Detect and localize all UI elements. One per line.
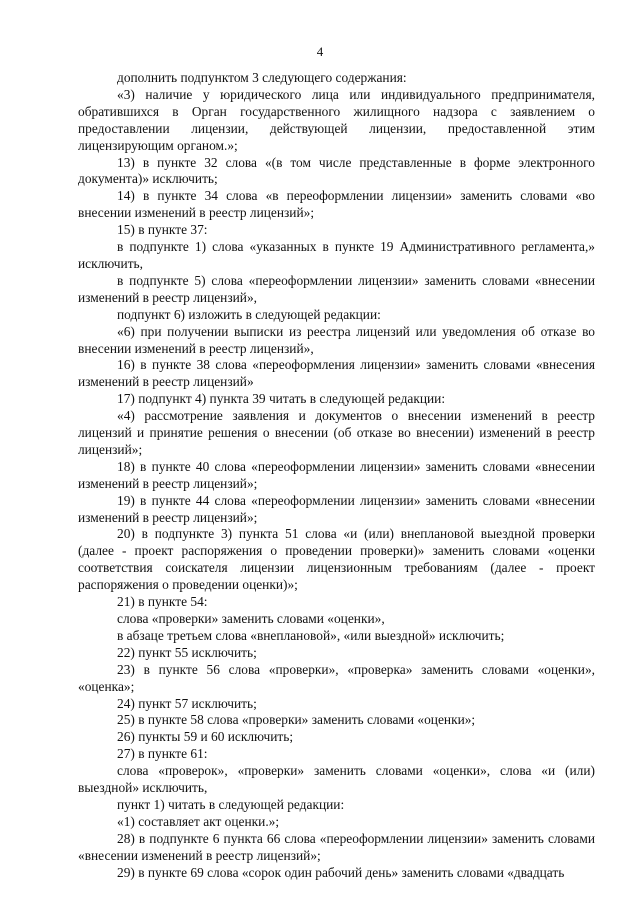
paragraph: 17) подпункт 4) пункта 39 читать в следующей редакции: (117, 391, 446, 407)
paragraph: 23) в пункте 56 слова «проверки», «проверка» заменить словами «оценки», «оценка»; (78, 661, 595, 694)
paragraph: «4) рассмотрение заявления и документов о внесении изменений в реестр лицензий и принятие решения о внесении (об отказе во внесении) изменений в реестр лицензий»; (78, 408, 595, 457)
paragraph: 21) в пункте 54: (117, 594, 208, 610)
page-number: 4 (316, 44, 324, 59)
paragraph: 15) в пункте 37: (117, 222, 208, 238)
paragraph: 19) в пункте 44 слова «переоформлении лицензии» заменить словами «внесении изменений в реестр лицензий»; (78, 492, 595, 525)
paragraph: 24) пункт 57 исключить; (117, 695, 257, 711)
paragraph: 14) в пункте 34 слова «в переоформлении лицензии» заменить словами «во внесении изменений в реестр лицензий»; (78, 188, 595, 221)
paragraph: 20) в подпункте 3) пункта 51 слова «и (или) внеплановой выездной проверки (далее - проект распоряжения о проведении проверки)» заменить словами «оценки соответствия соискателя лицензии лицензионным требованиям (далее - проект распоряжения о проведении оценки)»; (78, 526, 595, 593)
paragraph: 28) в подпункте 6 пункта 66 слова «переоформлении лицензии» заменить словами «внесении изменений в реестр лицензий»; (78, 830, 595, 863)
document-body (78, 70, 595, 882)
paragraph: 27) в пункте 61: (117, 746, 208, 762)
paragraph: в абзаце третьем слова «внеплановой», «или выездной» исключить; (117, 627, 505, 643)
paragraph: «1) составляет акт оценки.»; (117, 813, 280, 829)
paragraph: подпункт 6) изложить в следующей редакции: (117, 306, 381, 322)
paragraph: 18) в пункте 40 слова «переоформлении лицензии» заменить словами «внесении изменений в реестр лицензий»; (78, 458, 595, 491)
paragraph: 26) пункты 59 и 60 исключить; (117, 729, 294, 745)
paragraph: слова «проверок», «проверки» заменить словами «оценки», слова «и (или) выездной» исключить, (78, 763, 595, 796)
paragraph: «3) наличие у юридического лица или индивидуального предпринимателя, обратившихся в Орган государственного жилищного надзора с заявлением о предоставлении лицензии, действующей лицензии, предоставленной этим лицензирующим органом.»; (78, 86, 595, 153)
paragraph: «6) при получении выписки из реестра лицензий или уведомления об отказе во внесении изменений в реестр лицензий», (78, 323, 595, 356)
paragraph: 25) в пункте 58 слова «проверки» заменить словами «оценки»; (117, 712, 476, 728)
paragraph: 22) пункт 55 исключить; (117, 644, 257, 660)
paragraph: пункт 1) читать в следующей редакции: (117, 796, 345, 812)
paragraph: 13) в пункте 32 слова «(в том числе представленные в форме электронного документа)» исключить; (78, 154, 595, 187)
paragraph: дополнить подпунктом 3 следующего содержания: (117, 70, 407, 85)
paragraph: 29) в пункте 69 слова «сорок один рабочий день» заменить словами «двадцать (117, 864, 565, 880)
paragraph: в подпункте 1) слова «указанных в пункте 19 Административного регламента,» исключить, (78, 239, 595, 271)
paragraph: слова «проверки» заменить словами «оценки», (117, 611, 385, 626)
paragraph: в подпункте 5) слова «переоформлении лицензии» заменить словами «внесении изменений в реестр лицензий», (78, 272, 595, 305)
paragraph: 16) в пункте 38 слова «переоформления лицензии» заменить словами «внесения изменений в реестр лицензий» (78, 357, 595, 390)
